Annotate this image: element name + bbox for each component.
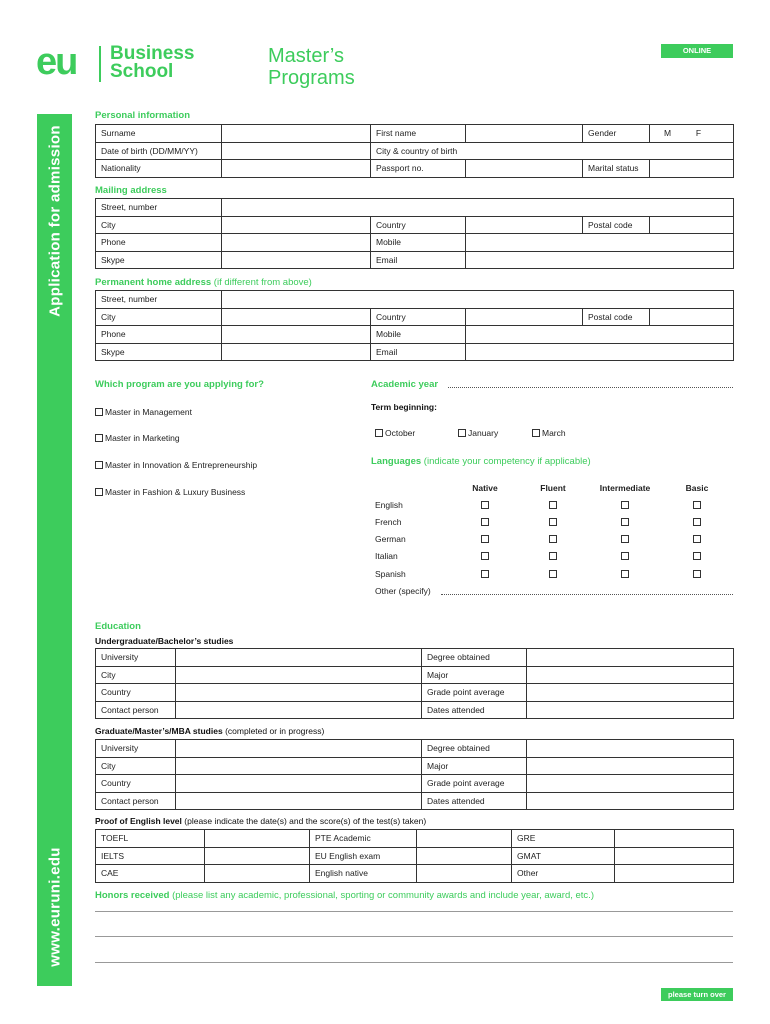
- language-level-checkbox[interactable]: [549, 535, 557, 543]
- permanent-street-field[interactable]: [222, 291, 734, 309]
- language-level-checkbox[interactable]: [481, 501, 489, 509]
- language-level-checkbox[interactable]: [693, 535, 701, 543]
- language-level-checkbox[interactable]: [549, 570, 557, 578]
- title-line-1: Master’s: [268, 45, 344, 67]
- passport-label: Passport no.: [371, 160, 466, 178]
- logo-text: [110, 45, 194, 81]
- permanent-table: [95, 290, 734, 361]
- checkbox-icon[interactable]: [95, 408, 103, 416]
- pte-field[interactable]: [417, 830, 512, 848]
- mailing-street-field[interactable]: [222, 199, 734, 217]
- language-level-checkbox[interactable]: [621, 501, 629, 509]
- program-section-title: Which program are you applying for?: [95, 379, 264, 390]
- sidebar-title: Application for admission: [46, 125, 63, 317]
- language-row-label: Spanish: [375, 569, 406, 579]
- g-gpa-label: Grade point average: [422, 775, 527, 793]
- mailing-street-label: Street, number: [96, 199, 222, 217]
- permanent-phone-label: Phone: [96, 326, 222, 344]
- ielts-field[interactable]: [205, 847, 310, 865]
- logo-line-2: School: [110, 61, 174, 82]
- permanent-postal-label: Postal code: [583, 308, 650, 326]
- language-row-label: English: [375, 500, 403, 510]
- permanent-skype-field[interactable]: [222, 343, 371, 361]
- gender-f[interactable]: F: [695, 128, 702, 139]
- term-option-label: March: [542, 428, 566, 438]
- ug-city-label: City: [96, 666, 176, 684]
- mailing-email-field[interactable]: [466, 251, 734, 269]
- gre-label: GRE: [512, 830, 615, 848]
- academic-year-title: Academic year: [371, 379, 439, 390]
- language-level-checkbox[interactable]: [693, 552, 701, 560]
- gender-field[interactable]: [650, 125, 734, 143]
- checkbox-icon[interactable]: [95, 434, 103, 442]
- program-option[interactable]: [95, 433, 180, 443]
- lang-level-basic: Basic: [685, 483, 709, 493]
- language-level-checkbox[interactable]: [481, 570, 489, 578]
- ug-gpa-label: Grade point average: [422, 684, 527, 702]
- mailing-city-field[interactable]: [222, 216, 371, 234]
- mailing-city-label: City: [96, 216, 222, 234]
- g-degree-field[interactable]: [527, 740, 734, 758]
- sidebar-url: www.euruni.edu: [46, 847, 63, 967]
- honors-line[interactable]: [95, 936, 733, 937]
- mailing-table: [95, 198, 734, 269]
- grad-title-text: Graduate/Master’s/MBA studies: [95, 726, 223, 736]
- eu-exam-label: EU English exam: [310, 847, 417, 865]
- lang-level-native: Native: [472, 483, 498, 493]
- logo-line-1: Business: [110, 43, 195, 64]
- ug-contact-label: Contact person: [96, 701, 176, 719]
- program-option[interactable]: [95, 460, 257, 470]
- eu-exam-field[interactable]: [417, 847, 512, 865]
- g-major-label: Major: [422, 757, 527, 775]
- language-level-checkbox[interactable]: [549, 552, 557, 560]
- surname-field[interactable]: [222, 125, 371, 143]
- program-option-label: Master in Management: [105, 407, 192, 417]
- permanent-city-label: City: [96, 308, 222, 326]
- language-level-checkbox[interactable]: [621, 535, 629, 543]
- g-country-label: Country: [96, 775, 176, 793]
- nationality-label: Nationality: [96, 160, 222, 178]
- ug-gpa-field[interactable]: [527, 684, 734, 702]
- g-dates-label: Dates attended: [422, 792, 527, 810]
- english-table: [95, 829, 734, 883]
- checkbox-icon[interactable]: [458, 429, 466, 437]
- language-level-checkbox[interactable]: [693, 518, 701, 526]
- lang-level-intermediate: Intermediate: [599, 483, 651, 493]
- mailing-phone-field[interactable]: [222, 234, 371, 252]
- sidebar: [37, 114, 72, 986]
- english-native-label: English native: [310, 865, 417, 883]
- gender-label: Gender: [583, 125, 650, 143]
- passport-field[interactable]: [466, 160, 583, 178]
- permanent-phone-field[interactable]: [222, 326, 371, 344]
- toefl-label: TOEFL: [96, 830, 205, 848]
- permanent-title-note: (if different from above): [213, 277, 312, 288]
- first-name-label: First name: [371, 125, 466, 143]
- undergrad-table: [95, 648, 734, 719]
- gre-field[interactable]: [615, 830, 734, 848]
- english-title-text: Proof of English level: [95, 816, 182, 826]
- g-major-field[interactable]: [527, 757, 734, 775]
- term-option-label: October: [385, 428, 416, 438]
- surname-label: Surname: [96, 125, 222, 143]
- checkbox-icon[interactable]: [95, 461, 103, 469]
- city-country-birth-field[interactable]: [371, 142, 734, 160]
- program-option[interactable]: [95, 487, 245, 497]
- language-row-label: Italian: [375, 551, 398, 561]
- g-university-label: University: [96, 740, 176, 758]
- term-option[interactable]: [375, 428, 415, 438]
- ielts-label: IELTS: [96, 847, 205, 865]
- online-badge: ONLINE: [661, 44, 733, 58]
- ug-dates-label: Dates attended: [422, 701, 527, 719]
- checkbox-icon[interactable]: [532, 429, 540, 437]
- gmat-field[interactable]: [615, 847, 734, 865]
- g-gpa-field[interactable]: [527, 775, 734, 793]
- language-level-checkbox[interactable]: [481, 518, 489, 526]
- permanent-email-label: Email: [371, 343, 466, 361]
- language-row-label: French: [375, 517, 402, 527]
- mailing-country-field[interactable]: [466, 216, 583, 234]
- g-contact-label: Contact person: [96, 792, 176, 810]
- other-test-field[interactable]: [615, 865, 734, 883]
- g-dates-field[interactable]: [527, 792, 734, 810]
- first-name-field[interactable]: [466, 125, 583, 143]
- g-university-field[interactable]: [176, 740, 422, 758]
- permanent-country-label: Country: [371, 308, 466, 326]
- checkbox-icon[interactable]: [95, 488, 103, 496]
- lang-level-fluent: Fluent: [540, 483, 566, 493]
- other-test-label: Other: [512, 865, 615, 883]
- grad-table: [95, 739, 734, 810]
- logo-mark: eu: [36, 41, 77, 83]
- g-degree-label: Degree obtained: [422, 740, 527, 758]
- logo-divider: [99, 46, 101, 82]
- term-option[interactable]: [532, 428, 566, 438]
- page-title: [268, 45, 355, 89]
- cae-field[interactable]: [205, 865, 310, 883]
- english-title-note: (please indicate the date(s) and the score(s) of the test(s) taken): [184, 816, 427, 826]
- personal-section-title: Personal information: [95, 110, 191, 121]
- mailing-phone-label: Phone: [96, 234, 222, 252]
- ug-contact-field[interactable]: [176, 701, 422, 719]
- permanent-mobile-field[interactable]: [466, 326, 734, 344]
- grad-title: [95, 726, 324, 736]
- mailing-mobile-field[interactable]: [466, 234, 734, 252]
- dob-field[interactable]: [222, 142, 371, 160]
- english-native-field[interactable]: [417, 865, 512, 883]
- ug-degree-label: Degree obtained: [422, 649, 527, 667]
- mailing-mobile-label: Mobile: [371, 234, 466, 252]
- honors-section-title: [95, 890, 594, 901]
- permanent-country-field[interactable]: [466, 308, 583, 326]
- language-level-checkbox[interactable]: [693, 570, 701, 578]
- permanent-section-title: [95, 277, 312, 288]
- cae-label: CAE: [96, 865, 205, 883]
- other-language-label: Other (specify): [375, 586, 431, 596]
- mailing-country-label: Country: [371, 216, 466, 234]
- nationality-field[interactable]: [222, 160, 371, 178]
- program-option-label: Master in Fashion & Luxury Business: [105, 487, 246, 497]
- checkbox-icon[interactable]: [375, 429, 383, 437]
- g-city-field[interactable]: [176, 757, 422, 775]
- mailing-section-title: Mailing address: [95, 185, 167, 196]
- personal-table: [95, 124, 734, 178]
- term-option[interactable]: [458, 428, 498, 438]
- languages-section-title: [371, 456, 591, 467]
- ug-university-field[interactable]: [176, 649, 422, 667]
- permanent-title-text: Permanent home address: [95, 277, 212, 288]
- permanent-street-label: Street, number: [96, 291, 222, 309]
- language-level-checkbox[interactable]: [621, 570, 629, 578]
- ug-major-field[interactable]: [527, 666, 734, 684]
- english-title: [95, 816, 426, 826]
- grad-title-note: (completed or in progress): [225, 726, 325, 736]
- ug-country-label: Country: [96, 684, 176, 702]
- language-row-label: German: [375, 534, 406, 544]
- marital-label: Marital status: [583, 160, 650, 178]
- honors-title-text: Honors received: [95, 890, 170, 901]
- dob-label: Date of birth (DD/MM/YY): [96, 142, 222, 160]
- term-option-label: January: [468, 428, 499, 438]
- ug-major-label: Major: [422, 666, 527, 684]
- mailing-postal-field[interactable]: [650, 216, 734, 234]
- program-option[interactable]: [95, 407, 192, 417]
- academic-year-field[interactable]: [448, 387, 733, 388]
- honors-title-note: (please list any academic, professional, sporting or community awards and include year, award, etc.): [172, 890, 594, 901]
- marital-field[interactable]: [650, 160, 734, 178]
- education-section-title: Education: [95, 621, 141, 632]
- language-level-checkbox[interactable]: [621, 552, 629, 560]
- language-level-checkbox[interactable]: [621, 518, 629, 526]
- program-option-label: Master in Innovation & Entrepreneurship: [105, 460, 258, 470]
- permanent-postal-field[interactable]: [650, 308, 734, 326]
- toefl-field[interactable]: [205, 830, 310, 848]
- term-label: Term beginning:: [371, 402, 437, 412]
- title-line-2: Programs: [268, 67, 355, 89]
- language-level-checkbox[interactable]: [693, 501, 701, 509]
- permanent-city-field[interactable]: [222, 308, 371, 326]
- language-level-checkbox[interactable]: [549, 518, 557, 526]
- turn-over-badge: please turn over: [661, 988, 733, 1001]
- mailing-skype-label: Skype: [96, 251, 222, 269]
- honors-line[interactable]: [95, 911, 733, 912]
- language-level-checkbox[interactable]: [481, 552, 489, 560]
- ug-country-field[interactable]: [176, 684, 422, 702]
- mailing-skype-field[interactable]: [222, 251, 371, 269]
- gender-m[interactable]: M: [664, 128, 672, 139]
- mailing-email-label: Email: [371, 251, 466, 269]
- mailing-postal-label: Postal code: [583, 216, 650, 234]
- city-country-birth-label: City & country of birth: [376, 145, 458, 156]
- permanent-mobile-label: Mobile: [371, 326, 466, 344]
- ug-city-field[interactable]: [176, 666, 422, 684]
- ug-dates-field[interactable]: [527, 701, 734, 719]
- language-level-checkbox[interactable]: [549, 501, 557, 509]
- g-contact-field[interactable]: [176, 792, 422, 810]
- language-level-checkbox[interactable]: [481, 535, 489, 543]
- undergrad-title: Undergraduate/Bachelor’s studies: [95, 636, 234, 646]
- ug-university-label: University: [96, 649, 176, 667]
- permanent-email-field[interactable]: [466, 343, 734, 361]
- pte-label: PTE Academic: [310, 830, 417, 848]
- honors-line[interactable]: [95, 962, 733, 963]
- g-city-label: City: [96, 757, 176, 775]
- other-language-field[interactable]: [441, 594, 733, 595]
- gmat-label: GMAT: [512, 847, 615, 865]
- permanent-skype-label: Skype: [96, 343, 222, 361]
- g-country-field[interactable]: [176, 775, 422, 793]
- languages-title-text: Languages: [371, 456, 422, 467]
- ug-degree-field[interactable]: [527, 649, 734, 667]
- program-option-label: Master in Marketing: [105, 433, 180, 443]
- languages-title-note: (indicate your competency if applicable): [423, 456, 591, 467]
